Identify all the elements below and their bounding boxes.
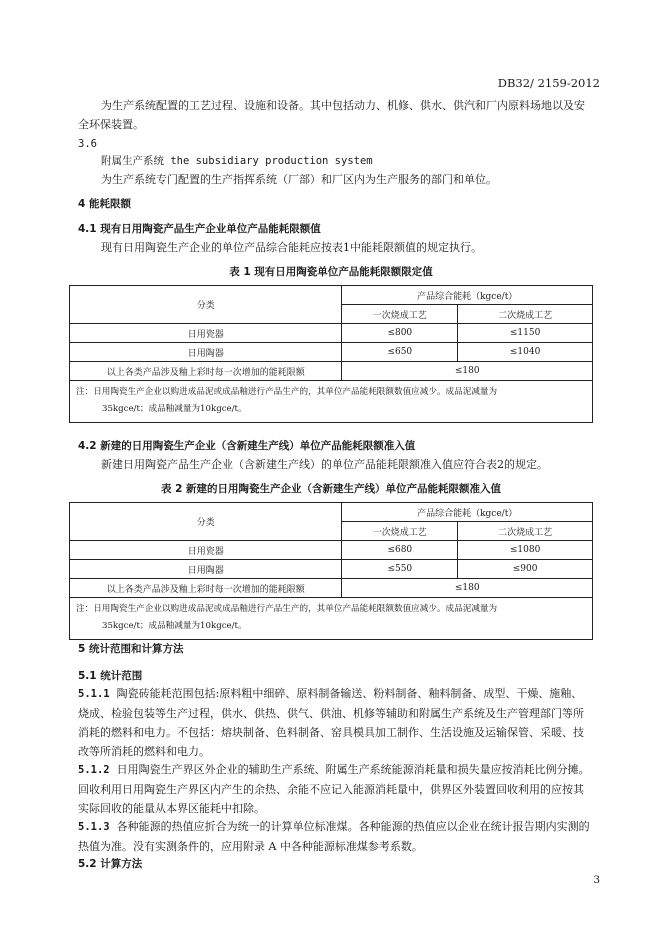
sec-3-6-term: 附属生产系统 the subsidiary production system: [101, 155, 373, 167]
table1-note-line1: 注：日用陶瓷生产企业以购进成品泥或成品釉进行产品生产的，其单位产品能耗限额数值应减少。成品泥减量为: [76, 387, 498, 397]
table-row: [70, 579, 593, 598]
table1-row2-label: 日用陶器: [70, 343, 342, 362]
table2-row1-c1: ≤680: [342, 541, 458, 560]
table2-row1-c2: ≤1080: [458, 541, 593, 560]
table1-note-line2: 35kgce/t；成品釉减量为10kgce/t。: [102, 404, 247, 414]
page-number: 3: [593, 874, 600, 886]
table2-row1-label: 日用瓷器: [70, 541, 342, 560]
table1-note: [70, 381, 593, 423]
table2-caption: 表 2 新建的日用陶瓷生产企业（含新建生产线）单位产品能耗限额准入值: [160, 483, 502, 495]
sec-5-1-2-text: 日用陶瓷生产界区外企业的辅助生产系统、附属生产系统能源消耗量和损失量应按消耗比例分摊。回收利用日用陶瓷生产界区内产生的余热、余能不应记入能源消耗量中，供界区外装置回收利用的应按其实际回收的能量从本界区能耗中扣除。: [78, 763, 590, 815]
table1-row2-c2: ≤1040: [458, 343, 593, 362]
sec-5-1-1: [78, 684, 592, 761]
table2-header-col2: 二次烧成工艺: [458, 522, 593, 541]
sec-5-1-3-text: 各种能源的热值应折合为统一的计算单位标准煤。各种能源的热值应以企业在统计报告期内实测的热值为准。没有实测条件的，应用附录 A 中各种能源标准煤参考系数。: [78, 820, 590, 853]
table2-extra-label: 以上各类产品涉及釉上彩时每一次增加的能耗限额: [70, 579, 342, 598]
table2-row2-label: 日用陶器: [70, 560, 342, 579]
sec-4-title: 4 能耗限额: [78, 198, 131, 210]
table-row: [70, 541, 593, 560]
sec-5-1-2: [78, 760, 592, 818]
table2-note-line2: 35kgce/t；成品釉减量为10kgce/t。: [102, 621, 247, 631]
table-row: [70, 560, 593, 579]
table2-note: [70, 598, 593, 640]
table2-row2-c1: ≤550: [342, 560, 458, 579]
table2-header-category: 分类: [70, 503, 342, 541]
sec-4-2-title: 4.2 新建的日用陶瓷生产企业（含新建生产线）单位产品能耗限额准入值: [78, 440, 416, 452]
table2-header-col1: 一次烧成工艺: [342, 522, 458, 541]
sec-5-1-3-number: 5.1.3: [78, 821, 110, 833]
table1-header-category: 分类: [70, 286, 342, 324]
sec-5-1-1-text: 陶瓷砖能耗范围包括:原料粗中细碎、原料制备输送、粉料制备、釉料制备、成型、干燥、施釉、烧成、检验包装等生产过程，供水、供热、供气、供油、机修等辅助和附属生产系统及生产管理部门等所消耗的燃料和电力。不包括：熔块制备、色料制备、窑具模具加工制作、生活设施及运输保管、采暖、技改等所消耗的燃料和电力。: [78, 687, 584, 758]
table1-row2-c1: ≤650: [342, 343, 458, 362]
table1-row1-c1: ≤800: [342, 324, 458, 343]
table1-extra-value: ≤180: [342, 362, 593, 381]
sec-4-2-text: 新建日用陶瓷产品生产企业（含新建生产线）的单位产品能耗限额准入值应符合表2的规定。: [101, 458, 548, 471]
standard-code: DB32/ 2159-2012: [497, 76, 600, 90]
sec-5-title: 5 统计范围和计算方法: [78, 643, 184, 655]
sec-4-1-title: 4.1 现有日用陶瓷产品生产企业单位产品能耗限额值: [78, 223, 321, 235]
sec-5-1-2-number: 5.1.2: [78, 764, 110, 776]
table1-header-col1: 一次烧成工艺: [342, 305, 458, 324]
table2-note-line1: 注：日用陶瓷生产企业以购进成品泥或成品釉进行产品生产的，其单位产品能耗限额数值应减少。成品泥减量为: [76, 604, 498, 614]
table1: [69, 285, 593, 423]
table1-row1-c2: ≤1150: [458, 324, 593, 343]
sec-3-5-text: 为生产系统配置的工艺过程、设施和设备。其中包括动力、机修、供水、供汽和厂内原料场地以及安全环保装置。: [78, 99, 585, 131]
table1-caption: 表 1 现有日用陶瓷单位产品能耗限额限定值: [229, 266, 433, 278]
sec-5-2-title: 5.2 计算方法: [78, 858, 143, 870]
sec-3-6-number: 3.6: [78, 138, 97, 150]
table2: [69, 502, 593, 640]
table1-extra-label: 以上各类产品涉及釉上彩时每一次增加的能耗限额: [70, 362, 342, 381]
table2-row2-c2: ≤900: [458, 560, 593, 579]
table1-header-col2: 二次烧成工艺: [458, 305, 593, 324]
table-row: [70, 324, 593, 343]
sec-5-1-3: [78, 817, 592, 856]
sec-4-1-text: 现有日用陶瓷生产企业的单位产品综合能耗应按表1中能耗限额值的规定执行。: [101, 241, 482, 254]
table2-extra-value: ≤180: [342, 579, 593, 598]
sec-3-6-definition: 为生产系统专门配置的生产指挥系统（厂部）和厂区内为生产服务的部门和单位。: [101, 173, 497, 186]
table-row: [70, 343, 593, 362]
table-row: [70, 362, 593, 381]
sec-5-1-1-number: 5.1.1: [78, 688, 110, 700]
table1-row1-label: 日用瓷器: [70, 324, 342, 343]
table1-header-group: 产品综合能耗（kgce/t）: [342, 286, 593, 305]
sec-5-1-title: 5.1 统计范围: [78, 670, 143, 682]
table2-header-group: 产品综合能耗（kgce/t）: [342, 503, 593, 522]
